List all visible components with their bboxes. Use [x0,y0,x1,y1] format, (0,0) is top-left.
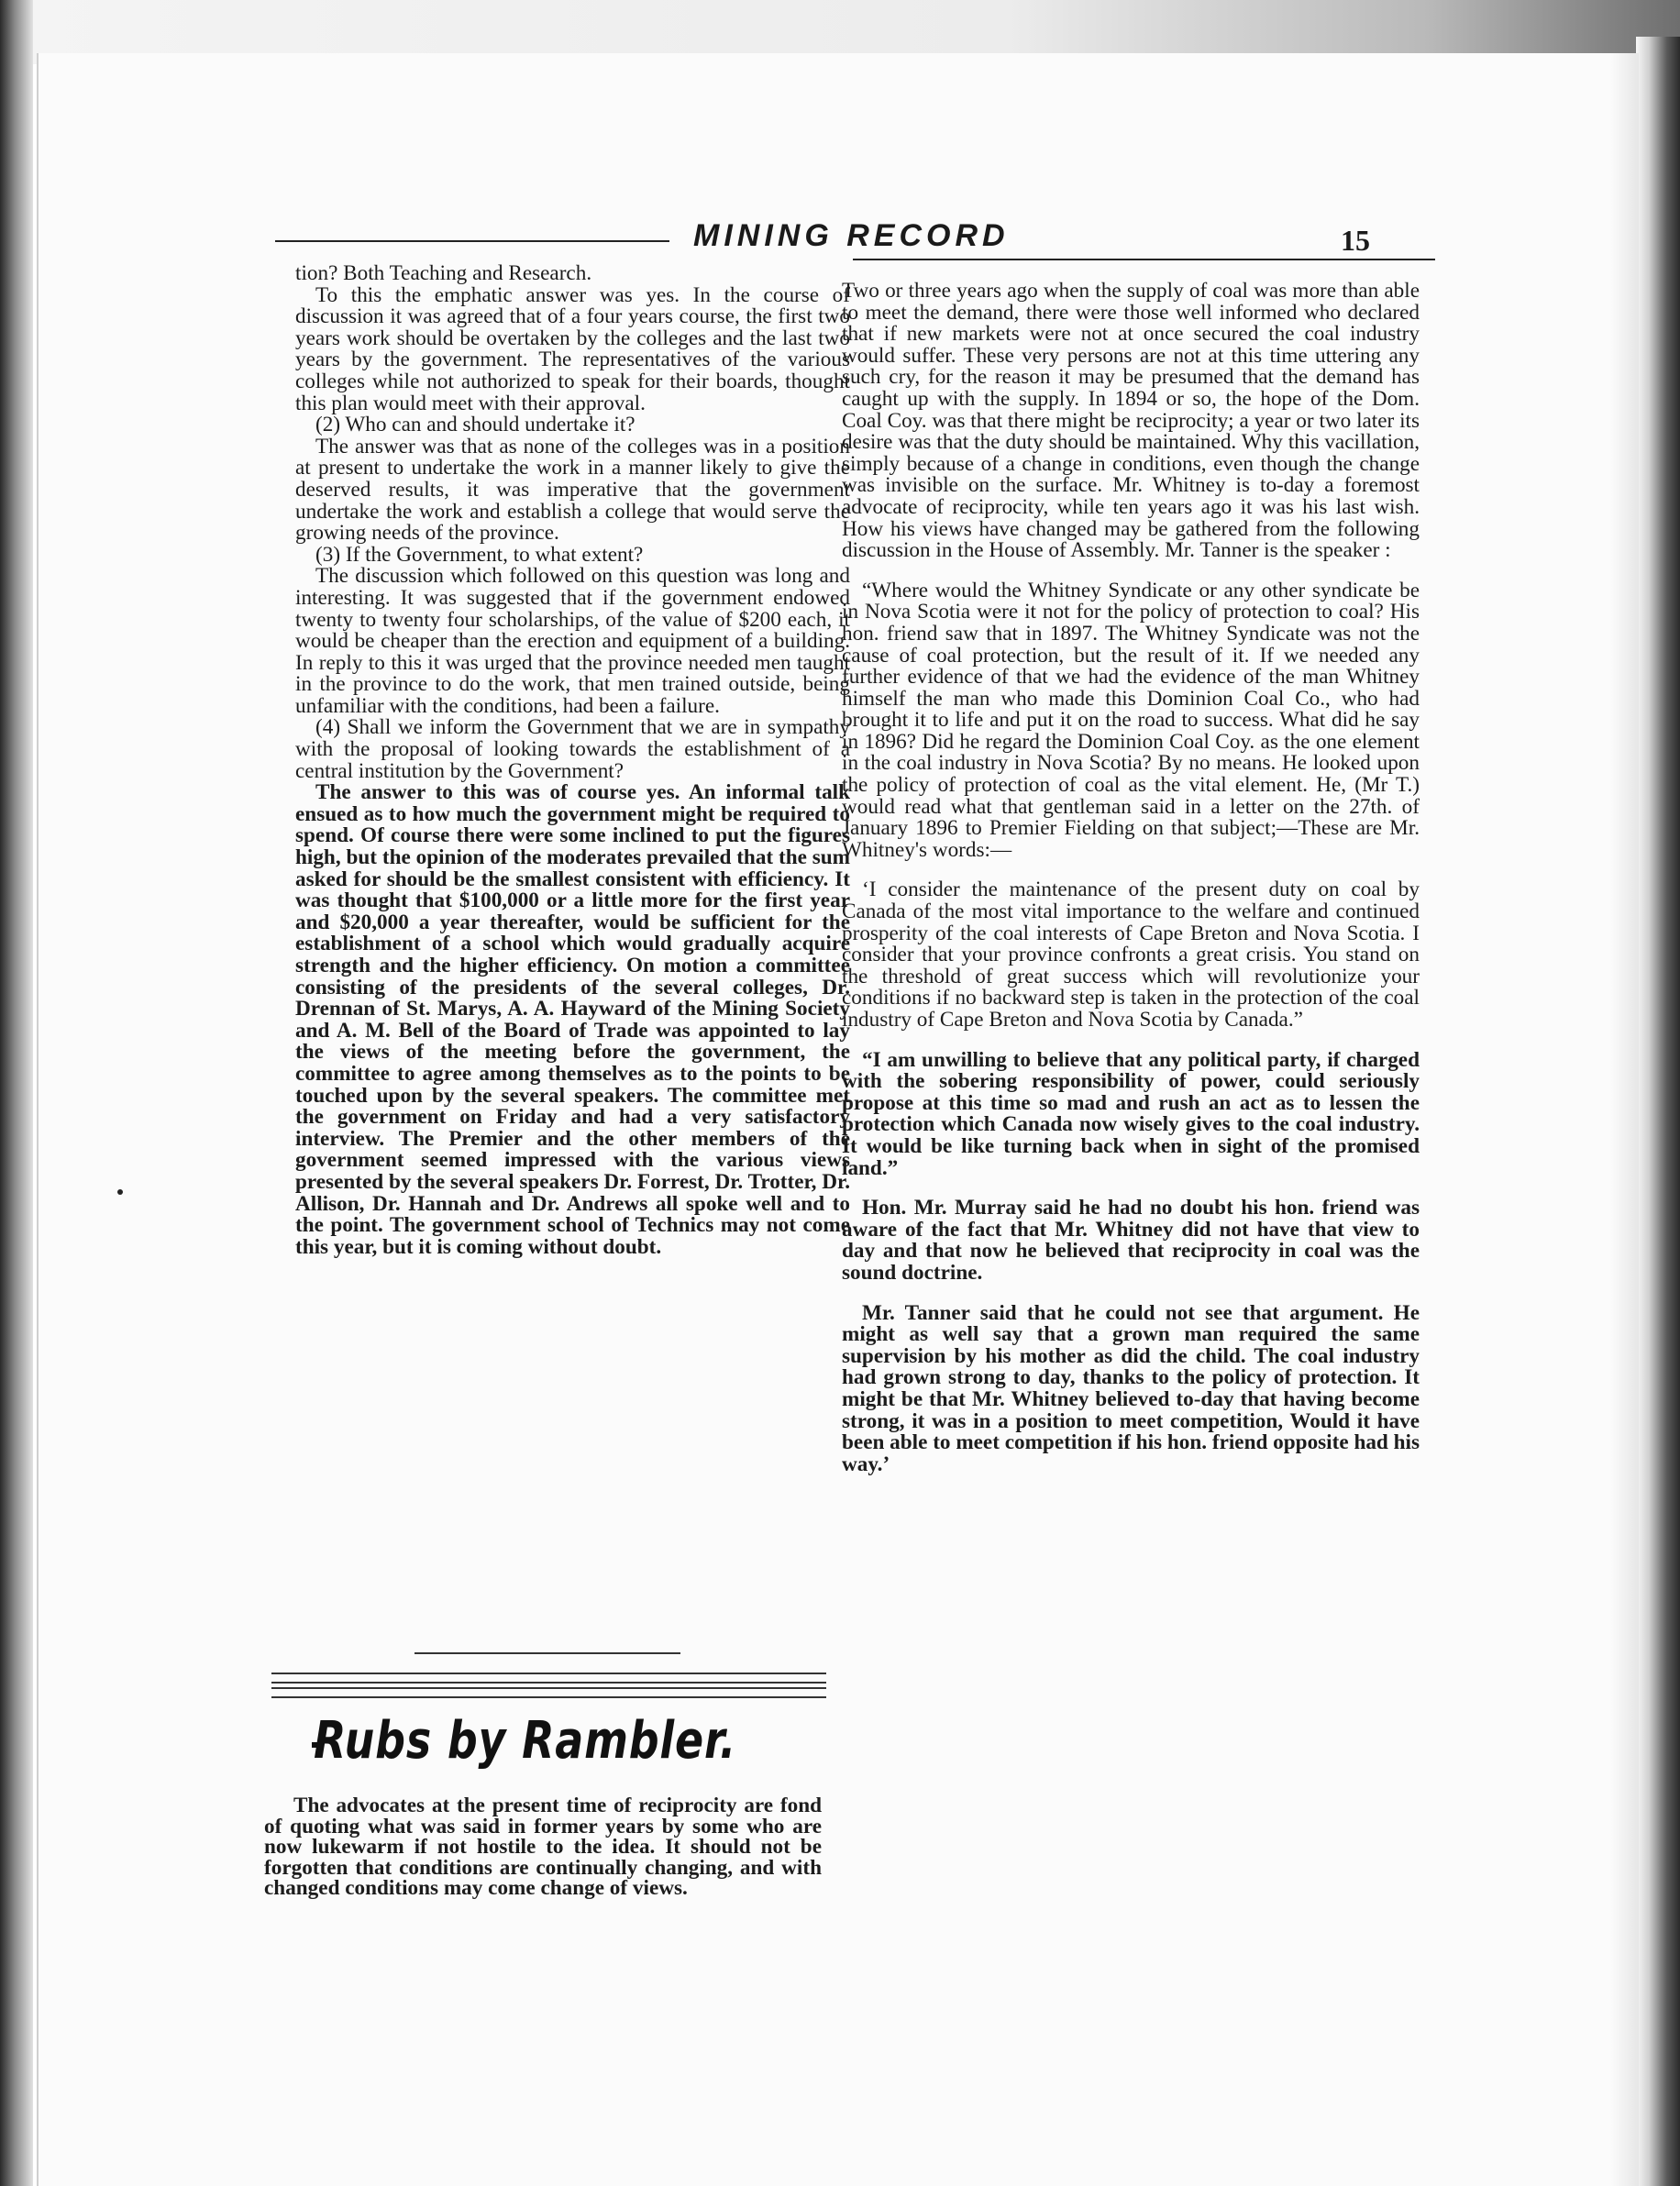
paragraph: Mr. Tanner said that he could not see that argument. He might as well say that a grown man required the same supervision by his mother as did the child. The coal industry had grown strong to day, thanks to the policy of protection. It might be that Mr. Whitney believed to-day that having become strong, it was in a position to meet competition, Would it have been able to meet competition if his hon. friend opposite had his way.’ [842,1300,1420,1476]
running-title: MINING RECORD [693,218,1010,253]
rambler-column [264,1795,822,1899]
paragraph: To this the emphatic answer was yes. In the course of discussion it was agreed that of a four years course, the first two years work should be overtaken by the colleges and the last two years by the government. The representatives of the various colleges while not authorized to speak for their boards, thought this plan would meet with their approval. [295,282,850,415]
paragraph: The discussion which followed on this question was long and interesting. It was suggested that if the government endowed twenty to twenty four scholarships, of the value of $200 each, it would be cheaper than the erection and equipment of a building. In reply to this it was urged that the province needed men taught in the province to do the work, that men trained outside, being unfamiliar with the conditions, had been a failure. [295,564,850,718]
quoted-paragraph: “I am unwilling to believe that any political party, if charged with the sobering responsibility of power, could seriously propose at this time so mad and rush an act as to lessen the protection which Canada now wisely gives to the coal industry. It would be like turning back when in sight of the promised land.” [842,1047,1420,1180]
paragraph: Two or three years ago when the supply of coal was more than able to meet the demand, there were those well informed who declared that if new markets were not at once secured the coal industry would suffer. These very persons are not at this time uttering any such cry, for the reason it may be presumed that the demand has caught up with the supply. In 1894 or so, the hope of the Dom. Coal Coy. was that there might be reciprocity; a year or two later its desire was that the duty should be maintained. Why this vacillation, simply because of a change in conditions, even though the change was invisible on the surface. Mr. Whitney is to-day a foremost advocate of reciprocity, while ten years ago it was his last wish. How his views have changed may be gathered from the following discussion in the House of Assembly. Mr. Tanner is the speaker : [842,279,1420,563]
right-column [842,281,1420,1475]
paragraph: The advocates at the present time of reciprocity are fond of quoting what was said in former years by some who are now lukewarm if not hostile to the idea. It should not be forgotten that conditions are continually changing, and with changed conditions may come change of views. [264,1794,822,1900]
question-heading: (2) Who can and should undertake it? [315,413,636,437]
header-rule-right [853,259,1435,260]
scan-right-edge [1636,37,1680,2186]
section-divider-double [271,1673,826,1684]
left-column [295,263,850,1258]
section-heading: Rubs by Rambler. [314,1711,737,1771]
question-heading: (3) If the Government, to what extent? [315,542,644,567]
paragraph: Hon. Mr. Murray said he had no doubt his hon. friend was aware of the fact that Mr. Whitney did not have that view to day and that now he believed that reciprocity in coal was the sound doctrine. [842,1196,1420,1285]
header-rule-left [275,240,669,242]
paragraph: The answer to this was of course yes. An informal talk ensued as to how much the government might be required to spend. Of course there were some inclined to put the figures high, but the opinion of the moderates prevailed that the sum asked for should be the smallest consistent with efficiency. It was thought that $100,000 or a little more for the first year and $20,000 a year thereafter, would be sufficient for the establishment of a school which would gradually acquire strength and the higher efficiency. On motion a committee consisting of the presidents of the several colleges, Dr. Drennan of St. Marys, A. A. Hayward of the Mining Society and A. M. Bell of the Board of Trade was appointed to lay the views of the meeting before the government, the committee to agree among themselves as to the points to be touched upon by the several speakers. The committee met the government on Friday and had a very satisfactory interview. The Premier and the other members of the government seemed impressed with the various views presented by the several speakers Dr. Forrest, Dr. Trotter, Dr. Allison, Dr. Hannah and Dr. Andrews all spoke well and to the point. The government school of Technics may not come this year, but it is coming without doubt. [295,780,850,1259]
paragraph: tion? Both Teaching and Research. [295,261,592,285]
page-shadow [1611,53,1639,2186]
section-divider-short [414,1652,680,1654]
quoted-paragraph: “Where would the Whitney Syndicate or any other syndicate be in Nova Scotia were it not for the policy of protection to coal? His hon. friend saw that in 1897. The Whitney Syndicate was not the cause of coal protection, but the result of it. If we needed any further evidence of that we had the evidence of the man Whitney himself the man who made this Dominion Coal Co., who had brought it to life and put it on the road to success. What did he say in 1896? Did he regard the Dominion Coal Coy. as the one element in the coal industry in Nova Scotia? By no means. He looked upon the policy of protection of coal as the vital element. He, (Mr T.) would read what that gentleman said in a letter on the 27th. of January 1896 to Premier Fielding on that subject;—These are Mr. Whitney's words:— [842,578,1420,862]
scan-left-edge [0,0,33,2186]
paragraph: (4) Shall we inform the Government that we are in sympathy with the proposal of looking towards the establishment of a central institution by the Government? [295,715,850,783]
paragraph: The answer was that as none of the colleges was in a position at present to undertake the work in a manner likely to give the deserved results, it was imperative that the government undertake the work and establish a college that would serve the growing needs of the province. [295,434,850,546]
ink-speck [117,1189,123,1195]
section-divider-double [271,1687,826,1698]
quoted-paragraph: ‘I consider the maintenance of the present duty on coal by Canada of the most vital importance to the welfare and continued prosperity of the coal interests of Cape Breton and Nova Scotia. I consider that your province confronts a great crisis. You stand on the threshold of great success which will revolutionize your conditions if no backward step is taken in the protection of the coal industry of Cape Breton and Nova Scotia by Canada.” [842,878,1420,1032]
page-number: 15 [1341,224,1370,257]
